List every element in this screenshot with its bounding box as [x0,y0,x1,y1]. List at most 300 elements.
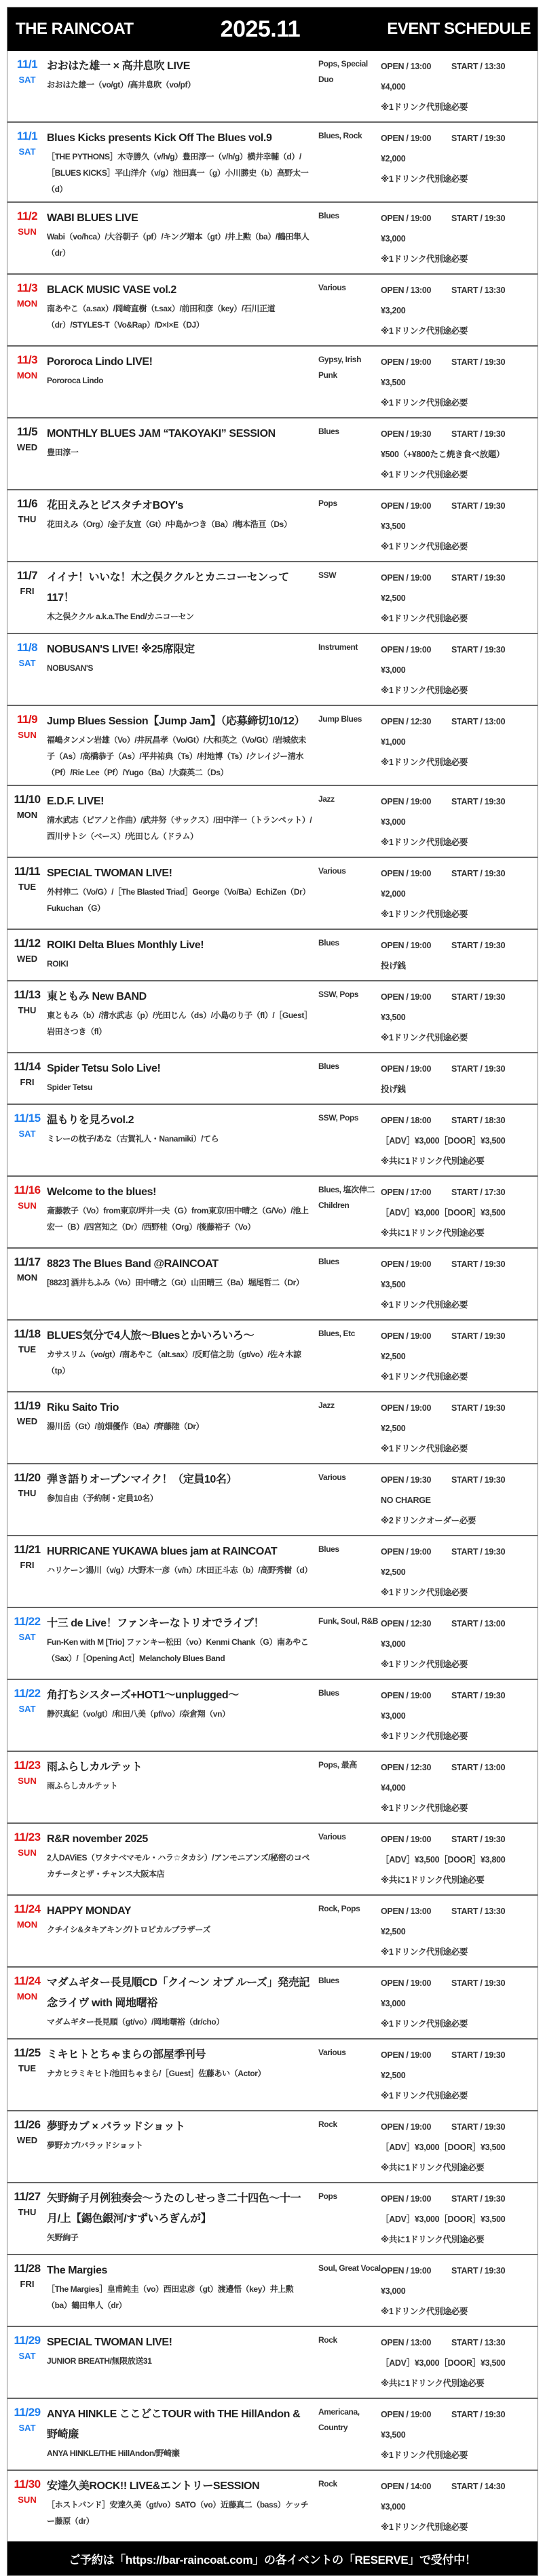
event-date [7,128,47,197]
event-weekday: TUE [18,1344,36,1354]
event-title: HAPPY MONDAY [47,1905,132,1917]
event-row [7,1535,538,1607]
event-row [7,2182,538,2254]
event-date [7,1326,47,1387]
event-day-number: 11/21 [14,1543,41,1556]
event-start-time: START / 13:30 [451,2338,506,2347]
event-title: イイナ！いいな！木之俣ククルとカニコーセンって117！ [47,572,289,604]
event-open-time: OPEN / 19:00 [381,645,432,655]
event-main [47,792,318,853]
event-day-number: 11/3 [16,281,38,294]
event-weekday: WED [16,2135,38,2145]
event-weekday: SAT [18,2423,36,2433]
event-price: ［ADV］¥3,000［DOOR］¥3,500 [381,2214,506,2224]
event-main [47,1829,318,1890]
event-info [381,2189,538,2250]
event-date [7,2333,47,2394]
event-main [47,2117,318,2178]
event-start-time: START / 19:30 [451,2410,506,2419]
event-date [7,711,47,781]
event-day-number: 11/15 [14,1112,41,1125]
event-weekday: FRI [20,586,35,596]
event-genre: Jazz [318,794,335,804]
event-start-time: START / 19:30 [451,1475,506,1485]
event-main [47,640,318,701]
event-drink-note: ※1ドリンク代別途必要 [381,398,468,408]
event-date [7,424,47,485]
event-genre: Blues [318,1688,339,1698]
event-date [7,352,47,413]
event-date [7,987,47,1048]
event-weekday: TUE [18,882,36,892]
event-main [47,1326,318,1387]
event-row [7,51,538,121]
event-title: BLACK MUSIC VASE vol.2 [47,284,176,296]
event-row [7,1751,538,1822]
event-genre: Pops, Special Duo [318,59,368,84]
event-weekday: SAT [18,1129,36,1139]
event-date [7,2117,47,2178]
event-price: ¥1,000 [381,737,406,747]
event-genre: SSW, Pops [318,1113,359,1123]
event-genre: Instrument [318,642,358,652]
event-artists: ハリケーン湯川（v/g）/大野木一彦（v/h）/木田正斗志（b）/高野秀樹（d） [47,1565,312,1575]
event-day-number: 11/23 [14,1831,41,1843]
event-row [7,1175,538,1247]
event-main [47,1542,318,1603]
event-day-number: 11/25 [14,2046,41,2059]
event-info [381,2333,538,2394]
event-start-time: START / 19:30 [451,1835,506,1844]
event-artists: 豊田淳一 [47,448,79,457]
event-artists: 2人DAViES（ワタナベマモル・ハラ☆タカシ）/アンモニアンズ/秘密のコペカチータとザ・チャンス大阪本店 [47,1853,310,1879]
event-genre: Blues [318,1976,339,1985]
event-genre: Soul, Great Vocal [318,2263,381,2273]
event-start-time: START / 19:30 [451,797,506,806]
event-main [47,2404,318,2465]
event-price: ¥3,000 [381,2286,406,2296]
schedule-label: EVENT SCHEDULE [387,20,531,38]
event-list [7,51,538,2541]
event-artists: 木之俣ククル a.k.a.The End/カニコーセン [47,612,194,621]
event-start-time: START / 19:30 [451,1547,506,1557]
event-row [7,1679,538,1751]
event-open-time: OPEN / 19:00 [381,941,432,950]
event-date [7,1254,47,1315]
event-info [381,1973,538,2034]
event-artists: カサスリム（vo/gt）/南あやこ（alt.sax）/反町信之助（gt/vo）/佐々木諒（tp） [47,1350,301,1375]
event-artists: 南あやこ（a.sax）/岡崎直樹（t.sax）/前田和彦（key）/石川正道（dr）/STYLES-T（Vo&Rap）/D×I×E（DJ） [47,304,276,330]
event-weekday: FRI [20,1560,35,1570]
event-row [7,1319,538,1391]
event-start-time: START / 17:30 [451,1188,506,1197]
event-row [7,1463,538,1535]
event-day-number: 11/29 [14,2334,41,2347]
reservation-footer [7,2541,538,2575]
event-drink-note: ※共に1ドリンク代別途必要 [381,2163,485,2172]
event-weekday: WED [16,1416,38,1426]
event-start-time: START / 13:00 [451,717,506,726]
event-main [47,280,318,341]
event-drink-note: ※1ドリンク代別途必要 [381,1588,468,1597]
event-row [7,785,538,857]
event-drink-note: ※1ドリンク代別途必要 [381,2307,468,2316]
event-weekday: SAT [18,1704,36,1714]
event-genre: Various [318,283,346,292]
event-info [381,128,538,197]
event-info [381,2404,538,2465]
event-title: 夢野カブ × バラッドショット [47,2121,185,2132]
event-drink-note: ※1ドリンク代別途必要 [381,2019,468,2029]
event-weekday: MON [16,810,38,820]
event-weekday: WED [16,954,38,964]
event-main [47,128,318,197]
event-day-number: 11/3 [16,353,38,366]
event-start-time: START / 19:30 [451,214,506,223]
event-main [47,1059,318,1099]
event-genre: Blues, Rock [318,131,362,140]
event-main [47,1685,318,1746]
event-genre: Blues, 塩次伸二Children [318,1185,375,1210]
event-main [47,2189,318,2250]
event-weekday: SAT [18,658,36,668]
event-info [381,711,538,781]
header-bar [7,7,538,51]
event-start-time: START / 19:30 [451,1691,506,1700]
event-open-time: OPEN / 19:00 [381,992,432,1002]
event-main [47,56,318,117]
event-price: ¥3,500 [381,1013,406,1022]
event-title: Jump Blues Session【Jump Jam】（応募締切10/12） [47,716,305,727]
event-row [7,929,538,980]
event-info [381,280,538,341]
event-date [7,1182,47,1243]
event-title: Blues Kicks presents Kick Off The Blues vol.9 [47,132,272,144]
event-drink-note: ※1ドリンク代別途必要 [381,1803,468,1813]
event-open-time: OPEN / 13:00 [381,286,432,295]
event-artists: NOBUSAN'S [47,663,93,673]
event-weekday: THU [18,2207,37,2217]
event-row [7,980,538,1052]
event-date [7,2189,47,2250]
event-price: ［ADV］¥3,000［DOOR］¥3,500 [381,2358,506,2368]
event-artists: 斎藤敦子（Vo）from東京/坪井一夫（G）from東京/田中晴之（G/Vo）/池上宏一（B）/四宮知之（Dr）/西野桂（Org）/後藤裕子（Vo） [47,1206,309,1232]
event-price: ¥3,000 [381,665,406,675]
event-info [381,1398,538,1459]
event-date [7,1973,47,2034]
event-date [7,1542,47,1603]
event-date [7,496,47,557]
event-drink-note: ※1ドリンク代別途必要 [381,174,468,184]
event-weekday: SAT [18,75,36,85]
event-date [7,1757,47,1818]
event-info [381,424,538,485]
event-day-number: 11/7 [16,569,38,582]
event-open-time: OPEN / 17:00 [381,1188,432,1197]
event-drink-note: ※共に1ドリンク代別途必要 [381,2379,485,2388]
event-start-time: START / 19:30 [451,2266,506,2276]
event-start-time: START / 19:30 [451,2194,506,2204]
event-day-number: 11/1 [16,130,38,142]
event-day-number: 11/17 [14,1255,41,1268]
event-artists: ミレーの枕子/あな（古賀礼人・Nanamiki）/てら [47,1134,219,1144]
event-day-number: 11/6 [16,497,38,510]
event-artists: 東ともみ（b）/清水武志（p）/光田じん（ds）/小島のり子（fl）/［Guest］岩田さつき（fl） [47,1011,312,1036]
event-drink-note: ※1ドリンク代別途必要 [381,102,468,112]
event-row [7,857,538,929]
event-title: SPECIAL TWOMAN LIVE! [47,2337,172,2348]
event-title: ANYA HINKLE ここどこTOUR with THE HillAndon & 野崎廉 [47,2408,301,2440]
event-price: ¥3,500 [381,1280,406,1289]
event-weekday: MON [16,370,38,380]
event-artists: JUNIOR BREATH/無限放送31 [47,2356,152,2366]
event-open-time: OPEN / 14:00 [381,2482,432,2491]
event-main [47,1614,318,1675]
event-main [47,1398,318,1459]
event-artists: [8823] 酒井ちふみ（Vo）田中晴之（Gt）山田晴三（Ba）堀尾哲二（Dr） [47,1278,304,1287]
event-info [381,1254,538,1315]
event-start-time: START / 19:30 [451,869,506,878]
event-date [7,56,47,117]
event-main [47,863,318,924]
event-main [47,496,318,557]
event-price: ¥2,500 [381,1424,406,1433]
event-row [7,1104,538,1175]
event-row [7,2254,538,2326]
event-open-time: OPEN / 19:00 [381,1978,432,1988]
event-start-time: START / 19:30 [451,501,506,511]
event-info [381,496,538,557]
event-open-time: OPEN / 19:00 [381,1691,432,1700]
event-open-time: OPEN / 19:00 [381,797,432,806]
event-genre: Rock [318,2479,337,2489]
event-day-number: 11/10 [14,793,41,806]
event-title: おおはた雄一 × 高井息吹 LIVE [47,60,191,72]
event-price: ［ADV］¥3,000［DOOR］¥3,500 [381,1208,506,1217]
event-title: BLUES気分で4人旅〜Bluesとかいろいろ〜 [47,1330,255,1342]
event-drink-note: ※1ドリンク代別途必要 [381,838,468,847]
event-weekday: SAT [18,147,36,157]
event-info [381,1685,538,1746]
event-weekday: FRI [20,2279,35,2289]
event-genre: Rock [318,2335,337,2345]
event-main [47,2333,318,2394]
event-date [7,1110,47,1171]
event-info [381,2476,538,2537]
event-weekday: SUN [18,227,37,237]
event-row [7,2110,538,2182]
event-drink-note: ※1ドリンク代別途必要 [381,470,468,480]
event-price: ［ADV］¥3,500［DOOR］¥3,800 [381,1855,506,1865]
schedule-sheet [7,7,538,2576]
event-start-time: START / 19:30 [451,1403,506,1413]
event-main [47,935,318,976]
event-artists: Fun-Ken with M [Trio] ファンキー松田（vo）Kenmi Chank（G）南あやこ（Sax）/［Opening Act］Melancholy Blues Band [47,1637,309,1663]
event-drink-note: ※1ドリンク代別途必要 [381,1372,468,1382]
event-title: 8823 The Blues Band @RAINCOAT [47,1258,219,1270]
event-row [7,273,538,345]
event-genre: Blues [318,1257,339,1266]
event-start-time: START / 13:30 [451,286,506,295]
event-day-number: 11/28 [14,2262,41,2275]
event-price: ¥3,200 [381,306,406,315]
event-genre: Blues [318,938,339,948]
event-start-time: START / 19:30 [451,941,506,950]
event-row [7,1607,538,1679]
event-drink-note: ※共に1ドリンク代別途必要 [381,1156,485,1166]
event-price: 投げ銭 [381,961,406,971]
event-drink-note: ※1ドリンク代別途必要 [381,1300,468,1310]
event-row [7,201,538,273]
event-info [381,1326,538,1387]
event-artists: 外村伸二（Vo/G）/［The Blasted Triad］George（Vo/Ba）EchiZen（Dr）Fukuchan（G） [47,887,311,913]
event-day-number: 11/19 [14,1399,41,1412]
event-genre: Funk, Soul, R&B [318,1616,378,1626]
event-weekday: FRI [20,1077,35,1087]
event-artists: クチイシ&タキアキング/トロピカルブラザーズ [47,1925,210,1934]
event-price: ¥2,000 [381,154,406,163]
event-genre: Various [318,1832,346,1841]
event-start-time: START / 19:30 [451,1260,506,1269]
event-title: R&R november 2025 [47,1833,148,1845]
event-title: Spider Tetsu Solo Live! [47,1063,161,1074]
event-info [381,792,538,853]
event-title: SPECIAL TWOMAN LIVE! [47,867,172,879]
event-start-time: START / 19:30 [451,1978,506,1988]
event-title: E.D.F. LIVE! [47,796,105,807]
event-main [47,568,318,629]
event-title: 十三 de Live！ファンキーなトリオでライブ！ [47,1618,265,1629]
event-row [7,1822,538,1894]
event-day-number: 11/18 [14,1327,41,1340]
event-info [381,2261,538,2322]
event-drink-note: ※1ドリンク代別途必要 [381,1732,468,1741]
event-open-time: OPEN / 19:30 [381,1475,432,1485]
event-artists: Pororoca Lindo [47,376,104,385]
event-price: ¥500（+¥800たこ焼き食べ放題） [381,450,505,459]
event-artists: おおはた雄一（vo/gt）/高井息吹（vo/pf） [47,80,195,90]
event-drink-note: ※1ドリンク代別途必要 [381,1660,468,1669]
event-artists: ［THE PYTHONS］木寺勝久（v/h/g）豊田淳一（v/h/g）横井幸輔（d）/［BLUES KICKS］平山洋介（v/g）池田真一（g）小川勝史（b）高野太一（d） [47,152,309,194]
event-date [7,1901,47,1962]
event-main [47,424,318,485]
event-open-time: OPEN / 12:30 [381,1763,432,1772]
event-main [47,1110,318,1171]
event-main [47,1470,318,1531]
event-day-number: 11/1 [16,58,38,71]
event-drink-note: ※1ドリンク代別途必要 [381,542,468,551]
event-price: ¥3,500 [381,378,406,387]
event-price: ¥2,500 [381,593,406,603]
event-drink-note: ※1ドリンク代別途必要 [381,2451,468,2460]
event-info [381,2045,538,2106]
event-info [381,1542,538,1603]
event-artists: マダムギター長見順（gt/vo）/岡地曙裕（dr/cho） [47,2017,224,2027]
event-title: Riku Saito Trio [47,1402,119,1413]
event-main [47,1901,318,1962]
event-artists: ［The Margies］皇甫純圭（vo）西田忠彦（gt）渡邉悟（key）井上勲（ba）鶴田隼人（dr） [47,2284,294,2310]
event-weekday: SUN [18,730,37,740]
event-genre: Blues [318,1544,339,1554]
event-open-time: OPEN / 19:00 [381,1835,432,1844]
event-day-number: 11/8 [16,641,38,654]
event-row [7,345,538,417]
event-open-time: OPEN / 13:00 [381,2338,432,2347]
event-row [7,2326,538,2398]
event-start-time: START / 19:30 [451,1331,506,1341]
event-genre: Pops [318,2191,337,2201]
event-open-time: OPEN / 19:00 [381,1260,432,1269]
event-weekday: WED [16,442,38,452]
event-price: ¥4,000 [381,82,406,92]
event-info [381,1614,538,1675]
event-genre: Various [318,1472,346,1482]
event-info [381,1470,538,1531]
event-day-number: 11/5 [16,425,38,438]
event-weekday: SAT [18,2351,36,2361]
event-drink-note: ※1ドリンク代別途必要 [381,1033,468,1042]
event-artists: 雨ふらしカルテット [47,1781,118,1791]
event-artists: 参加自由（予約制・定員10名） [47,1494,158,1503]
event-price: NO CHARGE [381,1496,431,1505]
event-weekday: THU [18,514,37,524]
event-date [7,2476,47,2537]
event-row [7,633,538,705]
event-open-time: OPEN / 19:00 [381,869,432,878]
event-date [7,640,47,701]
event-start-time: START / 19:30 [451,134,506,143]
event-date [7,1398,47,1459]
event-price: ¥3,000 [381,1999,406,2008]
event-date [7,208,47,269]
event-genre: SSW [318,570,337,580]
event-title: ミキヒトとちゃまらの部屋季刊号 [47,2049,206,2061]
event-genre: Various [318,2048,346,2057]
event-genre: Pops, 最高 [318,1760,357,1770]
event-day-number: 11/9 [16,713,38,726]
event-genre: Jump Blues [318,714,362,724]
event-date [7,1470,47,1531]
event-genre: Jazz [318,1401,335,1410]
event-main [47,1254,318,1315]
event-day-number: 11/11 [14,865,41,878]
event-main [47,352,318,413]
event-date [7,863,47,924]
event-day-number: 11/24 [14,1902,41,1915]
event-info [381,208,538,269]
event-genre: Gypsy, Irish Punk [318,355,362,380]
event-start-time: START / 13:30 [451,1907,506,1916]
event-date [7,2045,47,2106]
event-weekday: SUN [18,1848,37,1858]
event-genre: Rock, Pops [318,1904,360,1913]
event-artists: Wabi（vo/hca）/大谷朝子（pf）/キング増本（gt）/井上勲（ba）/鶴田隼人（dr） [47,232,309,258]
event-open-time: OPEN / 19:00 [381,1064,432,1074]
event-genre: Blues, Etc [318,1329,356,1338]
event-open-time: OPEN / 12:30 [381,1619,432,1628]
event-row [7,2398,538,2470]
event-main [47,2261,318,2322]
event-start-time: START / 13:00 [451,1619,506,1628]
event-info [381,640,538,701]
event-main [47,987,318,1048]
event-start-time: START / 19:30 [451,992,506,1002]
event-row [7,1966,538,2038]
event-price: ¥3,500 [381,2430,406,2440]
event-title: The Margies [47,2265,107,2276]
event-price: ¥3,000 [381,1711,406,1721]
event-genre: Blues [318,211,339,220]
